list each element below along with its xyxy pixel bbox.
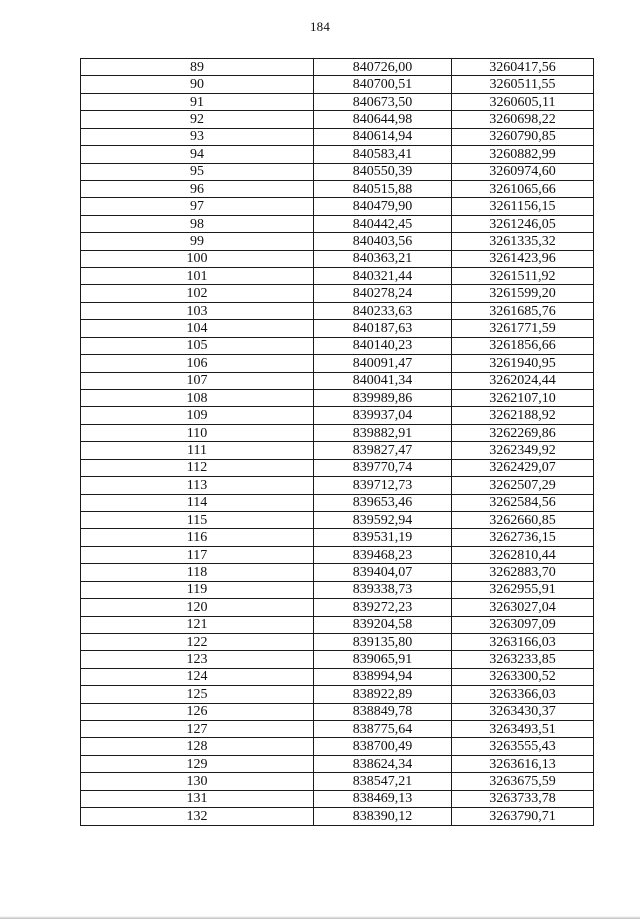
table-row (81, 494, 594, 511)
point-number-cell: 100 (81, 250, 314, 267)
y-coordinate-cell: 3262107,10 (452, 390, 594, 407)
point-number-cell: 94 (81, 146, 314, 163)
y-coordinate-cell: 3262429,07 (452, 459, 594, 476)
point-number-cell: 107 (81, 372, 314, 389)
point-number-cell: 91 (81, 93, 314, 110)
y-coordinate-cell: 3262188,92 (452, 407, 594, 424)
y-coordinate-cell: 3261065,66 (452, 180, 594, 197)
point-number-cell: 104 (81, 320, 314, 337)
y-coordinate-cell: 3261335,32 (452, 233, 594, 250)
x-coordinate-cell: 838469,13 (314, 790, 452, 807)
x-coordinate-cell: 840442,45 (314, 215, 452, 232)
x-coordinate-cell: 840673,50 (314, 93, 452, 110)
y-coordinate-cell: 3260698,22 (452, 111, 594, 128)
point-number-cell: 109 (81, 407, 314, 424)
point-number-cell: 125 (81, 686, 314, 703)
y-coordinate-cell: 3261856,66 (452, 337, 594, 354)
x-coordinate-cell: 839827,47 (314, 442, 452, 459)
table-row (81, 459, 594, 476)
y-coordinate-cell: 3260974,60 (452, 163, 594, 180)
table-row (81, 738, 594, 755)
table-row (81, 215, 594, 232)
point-number-cell: 116 (81, 529, 314, 546)
y-coordinate-cell: 3263733,78 (452, 790, 594, 807)
y-coordinate-cell: 3262883,70 (452, 564, 594, 581)
x-coordinate-cell: 840403,56 (314, 233, 452, 250)
y-coordinate-cell: 3260882,99 (452, 146, 594, 163)
point-number-cell: 115 (81, 511, 314, 528)
table-row (81, 790, 594, 807)
x-coordinate-cell: 839135,80 (314, 633, 452, 650)
point-number-cell: 121 (81, 616, 314, 633)
point-number-cell: 97 (81, 198, 314, 215)
table-row (81, 564, 594, 581)
point-number-cell: 129 (81, 755, 314, 772)
x-coordinate-cell: 838547,21 (314, 773, 452, 790)
table-row (81, 546, 594, 563)
table-row (81, 180, 594, 197)
point-number-cell: 106 (81, 355, 314, 372)
table-row (81, 773, 594, 790)
y-coordinate-cell: 3262736,15 (452, 529, 594, 546)
table-row (81, 616, 594, 633)
x-coordinate-cell: 840583,41 (314, 146, 452, 163)
y-coordinate-cell: 3262810,44 (452, 546, 594, 563)
x-coordinate-cell: 839338,73 (314, 581, 452, 598)
table-row (81, 511, 594, 528)
x-coordinate-cell: 840278,24 (314, 285, 452, 302)
table-row (81, 233, 594, 250)
y-coordinate-cell: 3263300,52 (452, 668, 594, 685)
table-row (81, 599, 594, 616)
x-coordinate-cell: 839404,07 (314, 564, 452, 581)
y-coordinate-cell: 3262024,44 (452, 372, 594, 389)
point-number-cell: 126 (81, 703, 314, 720)
y-coordinate-cell: 3263366,03 (452, 686, 594, 703)
point-number-cell: 93 (81, 128, 314, 145)
y-coordinate-cell: 3262584,56 (452, 494, 594, 511)
x-coordinate-cell: 839204,58 (314, 616, 452, 633)
table-row (81, 407, 594, 424)
y-coordinate-cell: 3263790,71 (452, 808, 594, 825)
x-coordinate-cell: 839882,91 (314, 424, 452, 441)
table-row (81, 268, 594, 285)
point-number-cell: 122 (81, 633, 314, 650)
y-coordinate-cell: 3262660,85 (452, 511, 594, 528)
x-coordinate-cell: 838994,94 (314, 668, 452, 685)
y-coordinate-cell: 3263430,37 (452, 703, 594, 720)
y-coordinate-cell: 3261511,92 (452, 268, 594, 285)
table-row (81, 337, 594, 354)
table-row (81, 686, 594, 703)
table-row (81, 581, 594, 598)
y-coordinate-cell: 3261940,95 (452, 355, 594, 372)
table-row (81, 529, 594, 546)
table-row (81, 721, 594, 738)
point-number-cell: 119 (81, 581, 314, 598)
y-coordinate-cell: 3261599,20 (452, 285, 594, 302)
y-coordinate-cell: 3262269,86 (452, 424, 594, 441)
x-coordinate-cell: 838700,49 (314, 738, 452, 755)
point-number-cell: 95 (81, 163, 314, 180)
point-number-cell: 120 (81, 599, 314, 616)
x-coordinate-cell: 838624,34 (314, 755, 452, 772)
point-number-cell: 123 (81, 651, 314, 668)
table-row (81, 163, 594, 180)
point-number-cell: 101 (81, 268, 314, 285)
point-number-cell: 124 (81, 668, 314, 685)
point-number-cell: 108 (81, 390, 314, 407)
table-row (81, 424, 594, 441)
x-coordinate-cell: 840700,51 (314, 76, 452, 93)
point-number-cell: 103 (81, 302, 314, 319)
y-coordinate-cell: 3262349,92 (452, 442, 594, 459)
table-row (81, 93, 594, 110)
x-coordinate-cell: 839712,73 (314, 477, 452, 494)
y-coordinate-cell: 3261685,76 (452, 302, 594, 319)
table-row (81, 111, 594, 128)
x-coordinate-cell: 840321,44 (314, 268, 452, 285)
x-coordinate-cell: 838390,12 (314, 808, 452, 825)
y-coordinate-cell: 3261246,05 (452, 215, 594, 232)
point-number-cell: 99 (81, 233, 314, 250)
x-coordinate-cell: 839468,23 (314, 546, 452, 563)
coordinates-table (80, 58, 594, 826)
x-coordinate-cell: 840515,88 (314, 180, 452, 197)
table-row (81, 703, 594, 720)
point-number-cell: 113 (81, 477, 314, 494)
y-coordinate-cell: 3263675,59 (452, 773, 594, 790)
x-coordinate-cell: 840041,34 (314, 372, 452, 389)
page-number: 184 (309, 19, 331, 34)
y-coordinate-cell: 3263616,13 (452, 755, 594, 772)
table-row (81, 755, 594, 772)
y-coordinate-cell: 3261423,96 (452, 250, 594, 267)
point-number-cell: 112 (81, 459, 314, 476)
point-number-cell: 128 (81, 738, 314, 755)
y-coordinate-cell: 3263027,04 (452, 599, 594, 616)
table-row (81, 59, 594, 76)
x-coordinate-cell: 839065,91 (314, 651, 452, 668)
point-number-cell: 131 (81, 790, 314, 807)
x-coordinate-cell: 840091,47 (314, 355, 452, 372)
table-row (81, 808, 594, 825)
point-number-cell: 98 (81, 215, 314, 232)
y-coordinate-cell: 3260417,56 (452, 59, 594, 76)
table-row (81, 477, 594, 494)
y-coordinate-cell: 3260605,11 (452, 93, 594, 110)
x-coordinate-cell: 838922,89 (314, 686, 452, 703)
x-coordinate-cell: 839937,04 (314, 407, 452, 424)
x-coordinate-cell: 838849,78 (314, 703, 452, 720)
x-coordinate-cell: 838775,64 (314, 721, 452, 738)
point-number-cell: 105 (81, 337, 314, 354)
x-coordinate-cell: 840614,94 (314, 128, 452, 145)
y-coordinate-cell: 3262507,29 (452, 477, 594, 494)
point-number-cell: 117 (81, 546, 314, 563)
x-coordinate-cell: 840140,23 (314, 337, 452, 354)
x-coordinate-cell: 839592,94 (314, 511, 452, 528)
y-coordinate-cell: 3260511,55 (452, 76, 594, 93)
y-coordinate-cell: 3261771,59 (452, 320, 594, 337)
table-row (81, 128, 594, 145)
y-coordinate-cell: 3260790,85 (452, 128, 594, 145)
x-coordinate-cell: 839653,46 (314, 494, 452, 511)
coordinates-table-container (80, 58, 593, 826)
y-coordinate-cell: 3261156,15 (452, 198, 594, 215)
x-coordinate-cell: 840644,98 (314, 111, 452, 128)
point-number-cell: 89 (81, 59, 314, 76)
point-number-cell: 90 (81, 76, 314, 93)
table-row (81, 442, 594, 459)
point-number-cell: 92 (81, 111, 314, 128)
point-number-cell: 132 (81, 808, 314, 825)
point-number-cell: 118 (81, 564, 314, 581)
table-row (81, 390, 594, 407)
point-number-cell: 110 (81, 424, 314, 441)
table-row (81, 285, 594, 302)
coordinates-table-body (81, 59, 594, 826)
table-row (81, 372, 594, 389)
x-coordinate-cell: 840187,63 (314, 320, 452, 337)
table-row (81, 668, 594, 685)
table-row (81, 651, 594, 668)
x-coordinate-cell: 840550,39 (314, 163, 452, 180)
x-coordinate-cell: 839989,86 (314, 390, 452, 407)
point-number-cell: 111 (81, 442, 314, 459)
point-number-cell: 102 (81, 285, 314, 302)
x-coordinate-cell: 840233,63 (314, 302, 452, 319)
x-coordinate-cell: 840363,21 (314, 250, 452, 267)
y-coordinate-cell: 3263555,43 (452, 738, 594, 755)
table-row (81, 302, 594, 319)
table-row (81, 250, 594, 267)
x-coordinate-cell: 839531,19 (314, 529, 452, 546)
y-coordinate-cell: 3263493,51 (452, 721, 594, 738)
table-row (81, 355, 594, 372)
table-row (81, 320, 594, 337)
point-number-cell: 130 (81, 773, 314, 790)
point-number-cell: 96 (81, 180, 314, 197)
y-coordinate-cell: 3263233,85 (452, 651, 594, 668)
x-coordinate-cell: 839770,74 (314, 459, 452, 476)
table-row (81, 633, 594, 650)
x-coordinate-cell: 839272,23 (314, 599, 452, 616)
table-row (81, 198, 594, 215)
y-coordinate-cell: 3263097,09 (452, 616, 594, 633)
point-number-cell: 114 (81, 494, 314, 511)
table-row (81, 76, 594, 93)
point-number-cell: 127 (81, 721, 314, 738)
y-coordinate-cell: 3263166,03 (452, 633, 594, 650)
x-coordinate-cell: 840479,90 (314, 198, 452, 215)
y-coordinate-cell: 3262955,91 (452, 581, 594, 598)
table-row (81, 146, 594, 163)
x-coordinate-cell: 840726,00 (314, 59, 452, 76)
